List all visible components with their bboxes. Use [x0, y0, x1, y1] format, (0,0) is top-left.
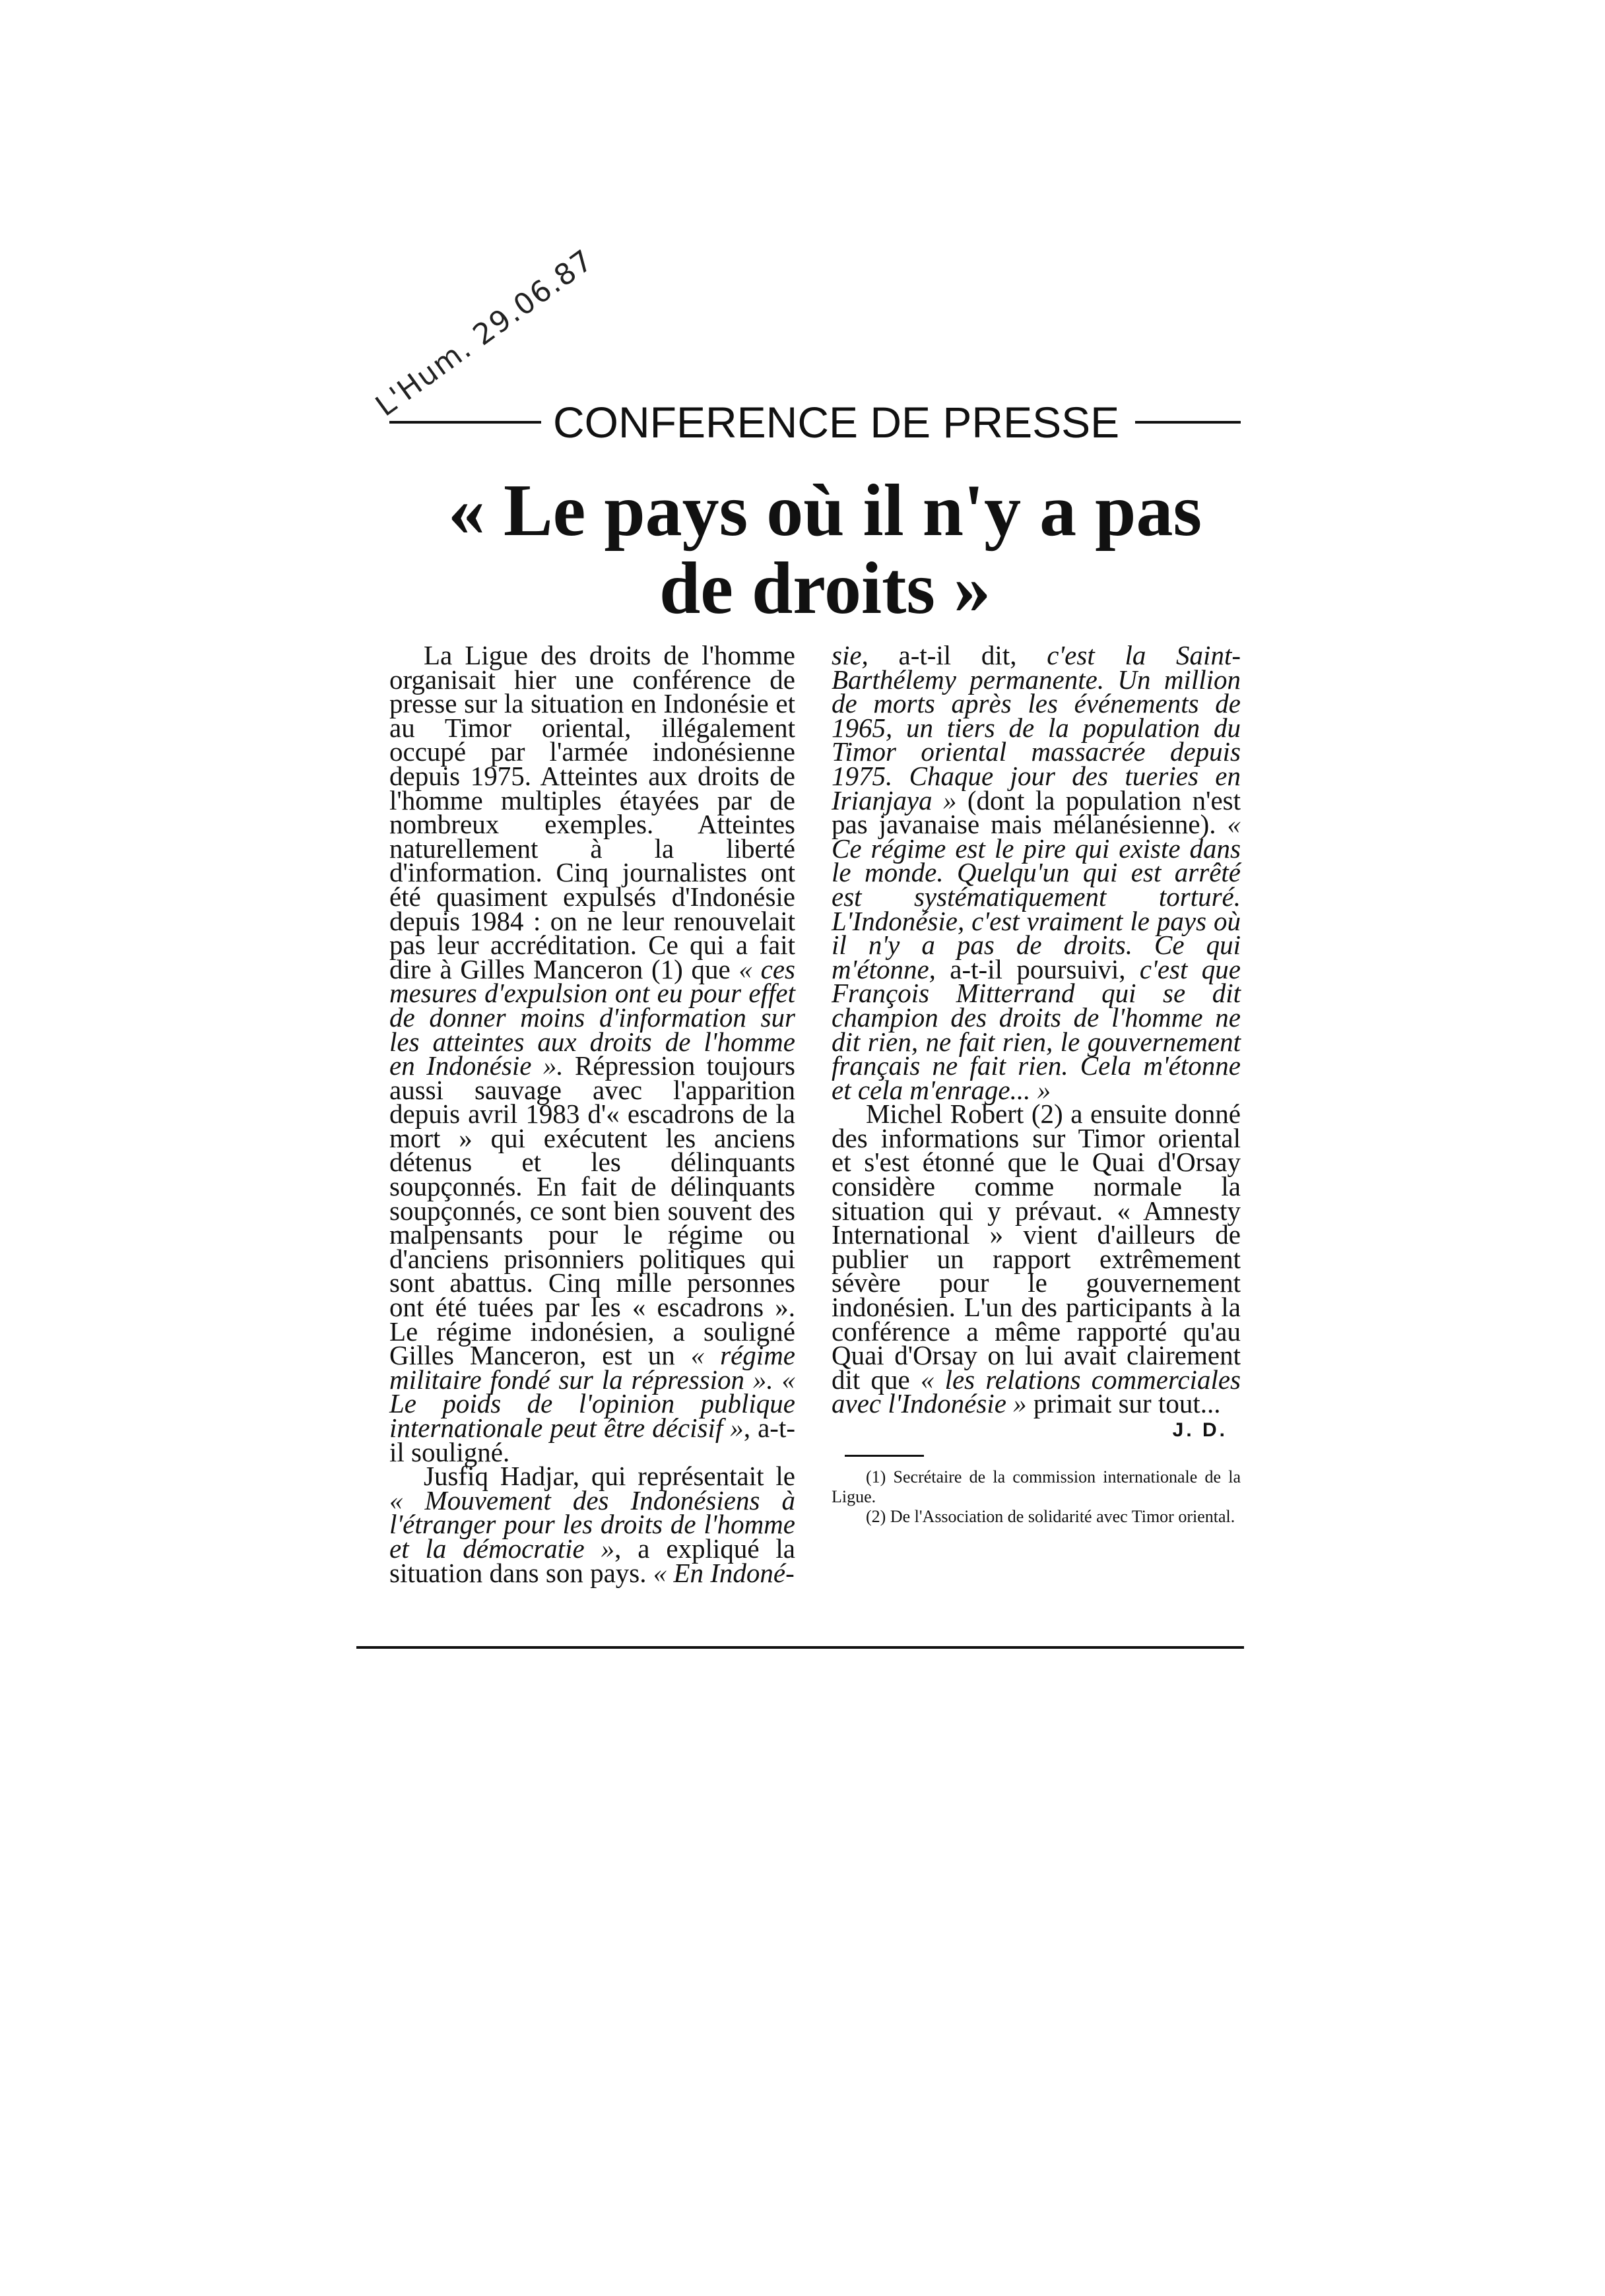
- footnote-1: (1) Secrétaire de la commission internationale de la Ligue.: [832, 1467, 1241, 1506]
- text-run-italic: « régime militaire fondé sur la répression ». « Le poids de l'opinion publique internationale peut être décisif »: [389, 1340, 795, 1443]
- text-run: , a expliqué la situation dans son pays.: [389, 1533, 796, 1588]
- text-run-italic: c'est que François Mitterrand qui se dit champion des droits de l'homme ne dit rien, ne fait rien, le gouvernement français ne fait rien. Cela m'étonne et cela m'enrage... »: [832, 953, 1241, 1105]
- text-run-italic: « ces mesures d'expulsion ont eu pour effet de donner moins d'information sur les atteintes aux droits de l'homme en Indonésie ».: [389, 953, 795, 1081]
- text-run-italic: « En Indoné-: [653, 1557, 795, 1588]
- handwritten-annotation: L'Hum. 29.06.87: [370, 243, 601, 424]
- paragraph-1: [389, 640, 795, 1467]
- author-signature: J. D.: [1172, 1419, 1228, 1441]
- article-column-left: [389, 640, 796, 1588]
- paragraph-3: [832, 640, 1241, 1105]
- article-headline: « Le pays où il n'y a pas de droits »: [447, 470, 1202, 629]
- text-run: a-t-il poursuivi,: [935, 953, 1140, 984]
- text-run: primait sur tout...: [1026, 1388, 1221, 1419]
- kicker-rule-right: [1135, 421, 1241, 424]
- article-column-right: [832, 640, 1241, 1527]
- text-run-italic: « Ce régime est le pire qui existe dans le monde. Quelqu'un qui est arrêté est systématiquement torturé. L'Indonésie, c'est vraiment le pays où il n'y a pas de droits. Ce qui m'étonne,: [832, 809, 1241, 984]
- kicker-label: CONFERENCE DE PRESSE: [553, 398, 1120, 447]
- article-bottom-rule: [356, 1646, 1244, 1649]
- paragraph-4: [832, 1099, 1241, 1419]
- text-run: (dont la population n'est pas javanaise mais mélanésienne).: [832, 784, 1241, 840]
- section-header: [389, 396, 1241, 449]
- kicker-rule-left: [389, 421, 541, 424]
- text-run: Michel Robert (2) a ensuite donné des informations sur Timor oriental et s'est étonné que le Quai d'Orsay considère comme normale la situation qui y prévaut. « Amnesty International » vient d'ailleurs de publier un rapport extrêmement sévère pour le gouvernement indonésien. L'un des participants à la conférence a même rapporté qu'au Quai d'Orsay on lui avait clairement dit que: [832, 1099, 1241, 1395]
- text-run: Répression toujours aussi sauvage avec l'apparition depuis avril 1983 d'« escadrons de la mort » qui exécutent les anciens détenus et les délinquants soupçonnés. En fait de délinquants soupçonnés, ce sont bien souvent des malpensants pour le régime ou d'anciens prisonniers politiques qui sont abattus. Cinq mille personnes ont été tuées par les « escadrons ». Le régime indonésien, a souligné Gilles Manceron, est un: [389, 1050, 795, 1371]
- text-run-italic: c'est la Saint-Barthélemy permanente. Un million de morts après les événements de 1965, un tiers de la population du Timor oriental massacrée depuis 1975. Chaque jour des tueries en Irianjaya »: [832, 640, 1241, 815]
- text-run: , a-t-il souligné.: [389, 1413, 795, 1467]
- text-run-italic: « Mouvement des Indonésiens à l'étranger pour les droits de l'homme et la démocratie »: [389, 1484, 795, 1564]
- footnote-2: (2) De l'Association de solidarité avec Timor oriental.: [866, 1506, 1235, 1526]
- paragraph-2: [389, 1461, 796, 1588]
- text-run-italic: sie,: [832, 640, 868, 670]
- text-run-italic: « les relations commerciales avec l'Indonésie »: [832, 1364, 1241, 1419]
- text-run: a-t-il dit,: [868, 640, 1047, 670]
- text-run: Jusfiq Hadjar, qui représentait le: [424, 1461, 795, 1492]
- footnote-rule: [845, 1455, 924, 1457]
- text-run: La Ligue des droits de l'homme organisait hier une conférence de presse sur la situation en Indonésie et au Timor oriental, illégalement occupé par l'armée indonésienne depuis 1975. Atteintes aux droits de l'homme multiples étayées par de nombreux exemples. Atteintes naturellement à la liberté d'information. Cinq journalistes ont été quasiment expulsés d'Indonésie depuis 1984 : on ne leur renouvelait pas leur accréditation. Ce qui a fait dire à Gilles Manceron (1) que: [389, 640, 795, 984]
